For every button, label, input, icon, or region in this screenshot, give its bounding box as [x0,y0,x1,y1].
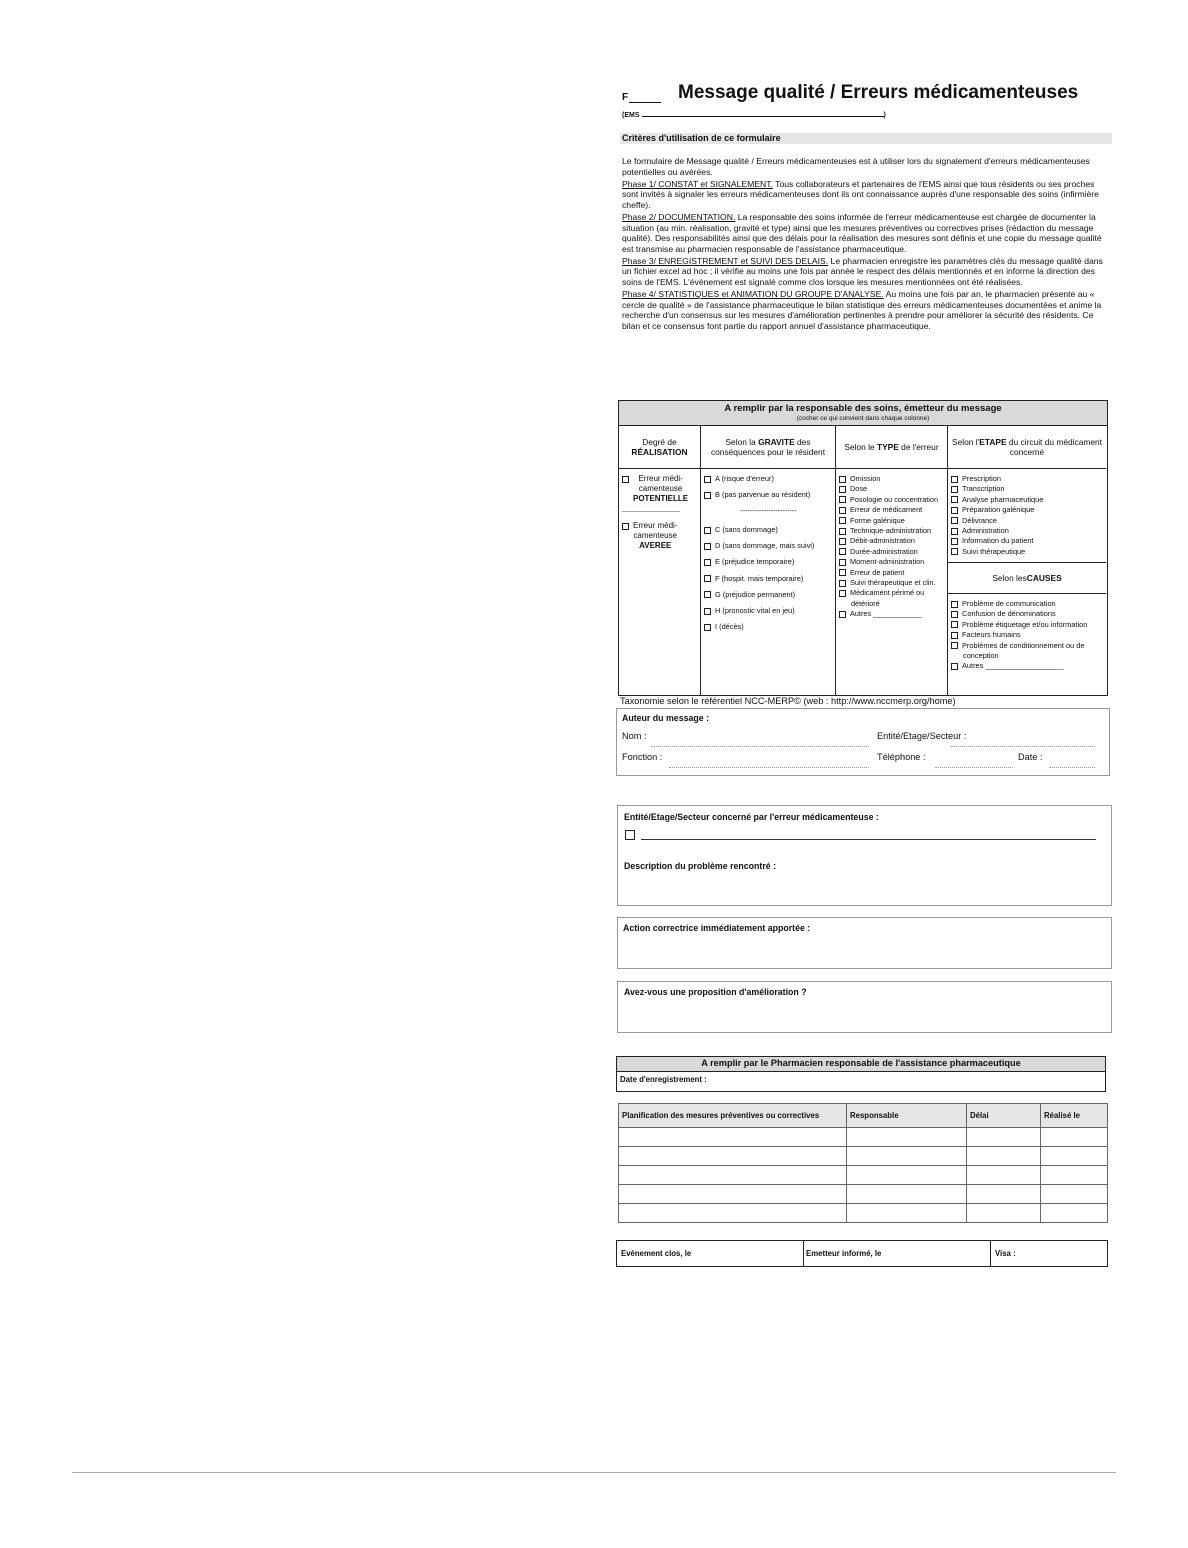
actual-line-a: Erreur médi- [633,521,678,530]
gravite-separator: ------------------------ [740,507,797,515]
etape-header-a: Selon l' [952,436,980,447]
phase-3-title: Phase 3/ ENREGISTREMENT et SUIVI DES DELAIS. [622,255,829,266]
option-label: Suivi thérapeutique [962,546,1026,556]
author-box [616,708,1110,776]
option-label-continued: conception [963,651,999,661]
planning-cell[interactable] [967,1185,1041,1204]
name-field[interactable] [651,745,869,747]
checkbox[interactable] [951,517,958,524]
date-label: Date : [1018,752,1043,762]
description-label: Description du problème rencontré : [624,861,777,871]
action-label: Action correctrice immédiatement apportée : [623,923,811,933]
option-label: I (décès) [715,622,744,632]
planning-body [619,1128,1108,1223]
option-label: Problèmes de conditionnement ou de [962,640,1085,650]
phase-3 [622,256,1110,288]
checkbox-option[interactable] [951,516,1104,526]
checkbox-option[interactable] [704,490,833,500]
causes-options [948,594,1106,672]
phone-field[interactable] [935,766,1013,768]
checkbox[interactable] [704,624,711,631]
concern-entity-label: Entité/Etage/Secteur concerné par l'erreur médicamenteuse : [624,812,879,822]
option-label: Forme galénique [850,515,905,525]
checkbox[interactable] [839,486,846,493]
checkbox[interactable] [704,492,711,499]
checkbox[interactable] [951,642,958,649]
classification-title: A remplir par la responsable des soins, émetteur du message [724,403,1002,414]
checkbox[interactable] [951,538,958,545]
option-label: Technique-administration [850,526,932,536]
planning-cell[interactable] [1041,1204,1108,1223]
option-label: Dose [850,484,868,494]
closed-label: Evènement clos, le [621,1249,692,1258]
checkbox[interactable] [839,507,846,514]
phase-4 [622,289,1110,331]
planning-cell[interactable] [1041,1185,1108,1204]
criteria-heading: Critères d'utilisation de ce formulaire [620,133,1112,144]
planning-col-responsible: Responsable [847,1104,967,1128]
phase-4-title: Phase 4/ STATISTIQUES et ANIMATION DU GROUPE D'ANALYSE. [622,289,884,300]
ems-close: ) [883,112,886,119]
option-label: Analyse pharmaceutique [962,494,1044,504]
author-title: Auteur du message : [622,713,710,723]
classification-subtitle: (cocher ce qui convient dans chaque colonne) [796,415,930,422]
checkbox[interactable] [839,559,846,566]
checkbox[interactable] [622,523,629,530]
planning-cell[interactable] [847,1204,967,1223]
phase-2 [622,212,1110,254]
planning-row [619,1128,1108,1147]
checkbox-option[interactable] [951,474,1104,484]
option-potential-label [633,474,688,504]
option-label: Transcription [962,484,1005,494]
planning-cell[interactable] [967,1128,1041,1147]
checkbox[interactable] [951,548,958,555]
planning-cell[interactable] [619,1128,847,1147]
checkbox[interactable] [704,543,711,550]
realisation-separator: ----------------------------- [622,509,680,515]
option-label: Débit-administration [850,536,915,546]
checkbox-option[interactable] [704,590,833,600]
option-label: Problème étiquetage et/ou information [962,619,1088,629]
checkbox[interactable] [951,632,958,639]
checkbox-option[interactable] [704,525,833,535]
planning-cell[interactable] [847,1166,967,1185]
checkbox-option[interactable] [839,588,945,598]
gravite-options [701,469,835,633]
form-code [622,92,661,103]
checkbox-option[interactable] [951,609,1104,619]
option-label: Suivi thérapeutique et clin. [850,578,936,588]
checkbox[interactable] [839,528,846,535]
classification-table-header [619,401,1107,426]
checkbox[interactable] [951,621,958,628]
checkbox-option[interactable] [839,578,945,588]
gravite-column [701,425,836,695]
checkbox-option[interactable] [704,474,833,484]
informed-label: Emetteur informé, le [806,1249,882,1258]
criteria-intro: Le formulaire de Message qualité / Erreurs médicamenteuses est à utiliser lors du signalement d'erreurs médicamenteuses potentielles ou avérées. [622,156,1090,177]
planning-cell[interactable] [619,1204,847,1223]
checkbox-option[interactable] [839,474,945,484]
type-options [836,469,947,620]
option-label: Erreur de patient [850,567,905,577]
realisation-options [619,469,700,551]
concern-checkbox[interactable] [625,830,635,840]
checkbox[interactable] [622,476,629,483]
checkbox[interactable] [704,591,711,598]
checkbox-option[interactable] [839,505,945,515]
option-label: Administration [962,526,1009,536]
registration-date[interactable]: Date d'enregistrement : [616,1072,1106,1092]
ems-line [622,110,886,119]
phase-1-text: Tous collaborateurs et partenaires de l'EMS ainsi que tous résidents ou ses proches sont invités à signaler les erreurs médicamenteuses dont ils ont connaissance auprès d'une responsable des soins (infirmière cheffe). [622,178,1099,210]
planning-cell[interactable] [619,1185,847,1204]
checkbox-option[interactable] [951,505,1104,515]
title-row [622,82,1112,108]
planning-cell[interactable] [1041,1128,1108,1147]
option-label: Moment-administration [850,557,925,567]
phase-1 [622,179,1110,211]
proposal-box[interactable] [617,981,1112,1033]
planning-table [618,1103,1108,1223]
footer-rule [72,1472,1116,1473]
potential-line-c: POTENTIELLE [633,494,689,503]
criteria-text [622,156,1110,333]
planning-cell[interactable] [619,1147,847,1166]
option-label: Facteurs humains [962,630,1021,640]
type-header [836,425,947,469]
actual-line-b: camenteuse [633,531,678,540]
checkbox[interactable] [839,476,846,483]
causes-header-bold: CAUSES [1026,573,1062,583]
date-field[interactable] [1049,766,1095,768]
potential-line-b: camenteuse [638,484,683,493]
planning-col-measures: Planification des mesures préventives ou correctives [619,1104,847,1128]
entity-label: Entité/Etage/Secteur : [877,731,967,741]
checkbox[interactable] [839,538,846,545]
planning-col-deadline: Délai [967,1104,1041,1128]
planning-row [619,1166,1108,1185]
realisation-header-b: RÉALISATION [631,446,688,457]
checkbox-option[interactable] [839,557,945,567]
checkbox-option[interactable] [951,547,1104,557]
checkbox[interactable] [951,476,958,483]
type-header-c: de l'erreur [898,441,939,452]
name-label: Nom : [622,731,647,741]
checkbox-option[interactable] [951,630,1104,640]
checkbox-option[interactable] [951,526,1104,536]
option-label: Confusion de dénominations [962,609,1056,619]
closing-divider-1 [803,1241,804,1266]
gravite-top-list [704,474,833,501]
checkbox[interactable] [839,590,846,597]
phase-4-text: Au moins une fois par an, le pharmacien présente au « cercle de qualité » de l'assistance pharmaceutique le bilan statistique des erreurs médicamenteuses documentées et anime la recherche d'un consensus sur les mesures d'amélioration pertinentes à prendre pour améliorer la sécurité des résidents. Ce bilan et ce consensus font partie du rapport annuel d'assistance pharmaceutique. [622,289,1102,331]
entity-field[interactable] [951,745,1095,747]
proposal-label: Avez-vous une proposition d'amélioration ? [624,987,807,997]
option-label: H (pronostic vital en jeu) [715,606,795,616]
option-label: Information du patient [962,536,1034,546]
checkbox[interactable] [951,663,958,670]
type-header-bold: TYPE [876,441,899,452]
realisation-column [619,425,701,695]
checkbox[interactable] [951,528,958,535]
checkbox[interactable] [839,548,846,555]
gravite-bottom-list [704,525,833,633]
realisation-header [619,425,700,469]
function-field[interactable] [669,766,869,768]
option-label: G (préjudice permanent) [715,589,796,599]
planning-cell[interactable] [1041,1166,1108,1185]
option-label: Durée-administration [850,546,918,556]
option-label: E (préjudice temporaire) [715,557,795,567]
ems-blank[interactable] [642,110,884,117]
checkbox[interactable] [704,575,711,582]
planning-cell[interactable] [619,1166,847,1185]
checkbox[interactable] [839,580,846,587]
taxonomy-note: Taxonomie selon le référentiel NCC-MERP© (web : http://www.nccmerp.org/home) [620,696,956,706]
checkbox-option[interactable] [839,609,945,619]
etape-options [948,469,1106,562]
checkbox[interactable] [704,527,711,534]
option-label: B (pas parvenue au résident) [715,490,811,500]
checkbox-option[interactable] [839,495,945,505]
checkbox-option[interactable] [839,568,945,578]
checkbox[interactable] [951,507,958,514]
checkbox-option[interactable] [704,541,833,551]
planning-row [619,1185,1108,1204]
etape-header-bold: ETAPE [979,436,1007,447]
checkbox-option[interactable] [704,606,833,616]
option-label: Préparation galénique [962,505,1035,515]
planning-cell[interactable] [1041,1147,1108,1166]
phase-2-title: Phase 2/ DOCUMENTATION. [622,211,736,222]
checkbox[interactable] [951,496,958,503]
page-title: Message qualité / Erreurs médicamenteuses [678,82,1079,103]
gravite-header-c: des conséquences pour le résident [710,436,826,457]
phase-2-text: La responsable des soins informée de l'erreur médicamenteuse est chargée de documenter la situation (au min. réalisation, gravité et type) ainsi que les mesures préventives ou correctives prises (rédaction du message qualité). Des responsabilités ainsi que des délais pour la réalisation des mesures sont définis et une copie du message qualité est transmise au pharmacien responsable de l'assistance pharmaceutique. [622,211,1102,254]
option-label: Autres ___________________ [962,661,1064,671]
checkbox[interactable] [839,517,846,524]
option-label: Délivrance [962,515,997,525]
checkbox-option[interactable] [839,536,945,546]
action-box[interactable] [617,917,1112,969]
checkbox-option[interactable] [951,620,1104,630]
option-label: Prescription [962,474,1002,483]
gravite-header-a: Selon la [725,436,759,447]
option-label: Erreur de médicament [850,505,923,515]
option-potential[interactable] [622,474,698,504]
potential-line-a: Erreur médi- [638,474,683,483]
option-label-continued: détérioré [851,598,880,608]
checkbox-option[interactable] [839,516,945,526]
phase-1-title: Phase 1/ CONSTAT et SIGNALEMENT. [622,178,773,189]
planning-cell[interactable] [967,1204,1041,1223]
checkbox[interactable] [704,608,711,615]
option-label: Problème de communication [962,599,1056,608]
form-code-prefix: F [622,92,629,103]
causes-header-a: Selon les [992,573,1027,583]
pharmacist-title: A remplir par le Pharmacien responsable de l'assistance pharmaceutique [616,1056,1106,1072]
option-label: D (sans dommage, mais suivi) [715,541,815,551]
checkbox-option[interactable] [839,526,945,536]
gravite-header-bold: GRAVITE [758,436,795,447]
option-label: A (risque d'erreur) [715,474,774,483]
classification-table [618,400,1108,696]
checkbox[interactable] [951,486,958,493]
etape-header [948,425,1106,469]
visa-label: Visa : [995,1249,1016,1258]
phone-label: Téléphone : [877,752,926,762]
etape-header-c: du circuit du médicament concerné [1006,436,1102,457]
type-column [836,425,948,695]
type-header-a: Selon le [844,441,877,452]
planning-header-row [619,1104,1108,1128]
option-label: Omission [850,474,881,483]
planning-col-done: Réalisé le [1041,1104,1108,1128]
option-label: Autres ____________ [850,609,922,619]
option-actual-label [633,521,677,551]
checkbox[interactable] [951,611,958,618]
concern-box [617,805,1112,906]
actual-line-c: AVEREE [639,541,672,550]
checkbox-option[interactable] [951,495,1104,505]
checkbox[interactable] [951,601,958,608]
etape-column [948,425,1106,695]
ems-label: (EMS [622,112,640,119]
closing-row [616,1240,1108,1267]
checkbox[interactable] [839,611,846,618]
planning-cell[interactable] [967,1147,1041,1166]
checkbox-option[interactable] [704,557,833,567]
planning-row [619,1204,1108,1223]
option-actual[interactable] [622,521,698,551]
planning-cell[interactable] [847,1147,967,1166]
option-label: Posologie ou concentration [850,494,939,504]
checkbox[interactable] [704,559,711,566]
checkbox-option[interactable] [951,661,1104,671]
closing-divider-2 [990,1241,991,1266]
checkbox-option[interactable] [704,574,833,584]
gravite-header [701,425,835,469]
planning-row [619,1147,1108,1166]
phase-3-text: Le pharmacien enregistre les paramètres clés du message qualité dans un fichier excel ad hoc ; il vérifie au moins une fois par année le respect des délais mentionnés et en informe la direction des soins de l'EMS. L'évènement est signalé comme clos lorsque les mesures mentionnées ont été réalisées. [622,255,1103,288]
option-label: C (sans dommage) [715,525,778,535]
form-code-blank[interactable] [629,93,661,103]
checkbox[interactable] [839,496,846,503]
causes-header [948,562,1106,594]
checkbox-option[interactable] [951,599,1104,609]
planning-cell[interactable] [847,1185,967,1204]
function-label: Fonction : [622,752,663,762]
checkbox-option[interactable] [704,622,833,632]
checkbox-option[interactable] [951,536,1104,546]
concern-entity-field[interactable] [641,839,1096,840]
option-label: Médicament périmé ou [850,588,925,598]
option-label: F (hospit. mais temporaire) [715,573,804,583]
realisation-header-a: Degré de [642,436,677,447]
checkbox-option[interactable] [951,484,1104,494]
planning-cell[interactable] [967,1166,1041,1185]
planning-cell[interactable] [847,1128,967,1147]
checkbox-option[interactable] [839,484,945,494]
checkbox-option[interactable] [951,641,1104,651]
checkbox[interactable] [704,476,711,483]
checkbox[interactable] [839,569,846,576]
checkbox-option[interactable] [839,547,945,557]
